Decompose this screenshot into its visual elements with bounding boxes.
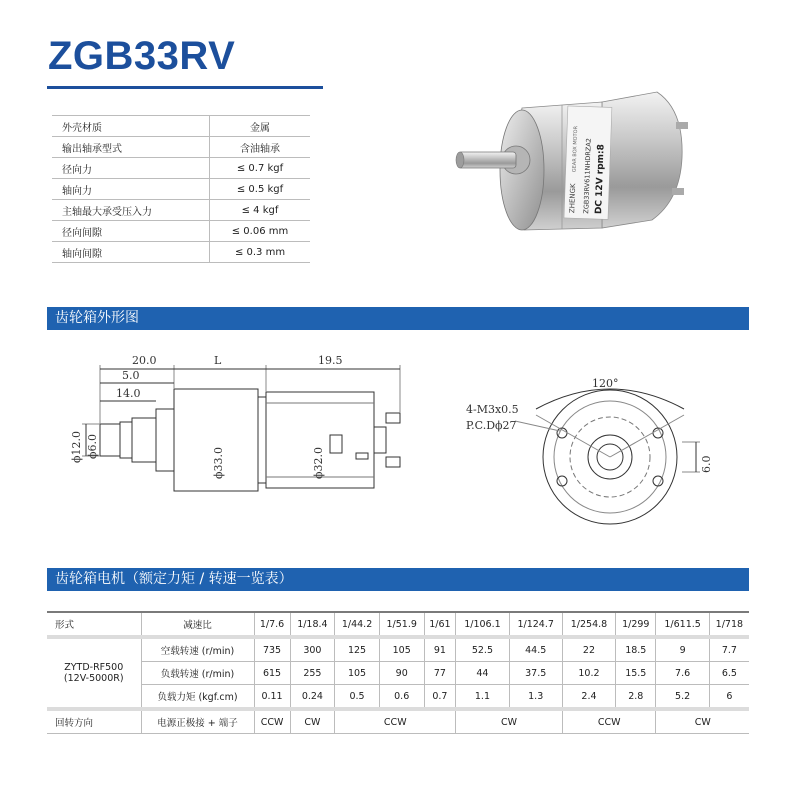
rotation-direction: CCW <box>335 709 456 734</box>
rotation-direction: CW <box>656 709 749 734</box>
table-cell: 6 <box>709 685 749 710</box>
table-cell: 37.5 <box>509 662 562 685</box>
ratio-header: 1/254.8 <box>562 612 615 637</box>
spec-label: 主轴最大承受压入力 <box>52 200 210 221</box>
spec-table <box>52 115 310 263</box>
table-cell: 0.5 <box>335 685 380 710</box>
dim-5: 5.0 <box>122 369 140 382</box>
ratio-header: 1/299 <box>616 612 656 637</box>
ratio-header: 1/106.1 <box>456 612 509 637</box>
dim-flat: 6.0 <box>700 455 713 473</box>
table-cell: 15.5 <box>616 662 656 685</box>
spec-row <box>52 137 310 158</box>
table-cell: 44.5 <box>509 637 562 662</box>
dimension-drawing <box>60 345 713 555</box>
table-cell: 615 <box>254 662 290 685</box>
row-label: 空载转速 (r/min) <box>141 637 254 662</box>
dim-19-5: 19.5 <box>318 354 343 367</box>
table-cell: 0.6 <box>379 685 424 710</box>
dim-d12: ϕ12.0 <box>70 431 83 463</box>
table-cell: 6.5 <box>709 662 749 685</box>
table-cell: 52.5 <box>456 637 509 662</box>
spec-label: 轴向间隙 <box>52 242 210 263</box>
spec-label: 轴向力 <box>52 179 210 200</box>
spec-value: ≤ 4 kgf <box>210 200 311 221</box>
dim-d6: ϕ6.0 <box>86 434 99 459</box>
rotation-sublabel: 电源正极接 + 端子 <box>141 709 254 734</box>
row-label: 负载转速 (r/min) <box>141 662 254 685</box>
dim-l: L <box>214 354 222 367</box>
spec-label: 外壳材质 <box>52 116 210 137</box>
rotation-row <box>47 709 749 734</box>
table-cell: 7.6 <box>656 662 709 685</box>
ratio-header: 1/51.9 <box>379 612 424 637</box>
ratio-header: 1/7.6 <box>254 612 290 637</box>
dim-d33: ϕ33.0 <box>212 447 225 479</box>
section-header-drawing: 齿轮箱外形图 <box>47 307 749 330</box>
spec-value: ≤ 0.3 mm <box>210 242 311 263</box>
dim-14: 14.0 <box>116 387 141 400</box>
spec-row <box>52 179 310 200</box>
label-model: ZGB33RV611NHDRZA2 <box>582 137 593 214</box>
table-cell: 10.2 <box>562 662 615 685</box>
table-row <box>47 662 749 685</box>
spec-row <box>52 200 310 221</box>
rotation-direction: CW <box>290 709 335 734</box>
spec-value: 含油轴承 <box>210 137 311 158</box>
dim-pcd: P.C.Dϕ27 <box>466 419 517 432</box>
table-cell: 1.1 <box>456 685 509 710</box>
dim-20: 20.0 <box>132 354 157 367</box>
table-cell: 105 <box>379 637 424 662</box>
table-cell: 2.4 <box>562 685 615 710</box>
spec-row <box>52 221 310 242</box>
table-header-row <box>47 612 749 637</box>
dim-holes: 4-M3x0.5 <box>466 403 519 416</box>
table-cell: 7.7 <box>709 637 749 662</box>
spec-value: ≤ 0.7 kgf <box>210 158 311 179</box>
spec-label: 径向力 <box>52 158 210 179</box>
label-sub: GEAR BOX MOTOR <box>571 125 580 173</box>
ratio-header: 1/124.7 <box>509 612 562 637</box>
col-ratio-header: 减速比 <box>141 612 254 637</box>
table-cell: 90 <box>379 662 424 685</box>
table-cell: 91 <box>424 637 456 662</box>
table-cell: 77 <box>424 662 456 685</box>
spec-label: 径向间隙 <box>52 221 210 242</box>
model-name: ZYTD-RF500 <box>64 662 124 673</box>
table-cell: 255 <box>290 662 335 685</box>
table-cell: 0.7 <box>424 685 456 710</box>
table-cell: 5.2 <box>656 685 709 710</box>
table-row <box>47 685 749 710</box>
rotation-direction: CW <box>456 709 563 734</box>
table-cell: 125 <box>335 637 380 662</box>
col-type-header: 形式 <box>47 612 141 637</box>
ratio-header: 1/61 <box>424 612 456 637</box>
dim-d32: ϕ32.0 <box>312 447 325 479</box>
title-underline <box>47 86 323 89</box>
table-cell: 9 <box>656 637 709 662</box>
ratio-header: 1/44.2 <box>335 612 380 637</box>
table-cell: 1.3 <box>509 685 562 710</box>
rotation-direction: CCW <box>562 709 656 734</box>
spec-value: ≤ 0.06 mm <box>210 221 311 242</box>
table-cell: 18.5 <box>616 637 656 662</box>
spec-label: 输出轴承型式 <box>52 137 210 158</box>
performance-table <box>47 611 749 734</box>
table-cell: 0.24 <box>290 685 335 710</box>
ratio-header: 1/611.5 <box>656 612 709 637</box>
dim-angle: 120° <box>592 377 619 390</box>
label-brand: ZHENGK <box>568 183 578 214</box>
page-title: ZGB33RV <box>48 34 236 78</box>
section-header-table: 齿轮箱电机（额定力矩 / 转速一览表） <box>47 568 749 591</box>
model-cell <box>47 637 141 709</box>
table-cell: 2.8 <box>616 685 656 710</box>
table-cell: 735 <box>254 637 290 662</box>
rotation-direction: CCW <box>254 709 290 734</box>
table-cell: 105 <box>335 662 380 685</box>
ratio-header: 1/718 <box>709 612 749 637</box>
ratio-header: 1/18.4 <box>290 612 335 637</box>
spec-row <box>52 242 310 263</box>
table-row <box>47 637 749 662</box>
gear-motor-photo <box>452 80 712 250</box>
table-cell: 22 <box>562 637 615 662</box>
model-spec: (12V-5000R) <box>63 673 124 684</box>
spec-row <box>52 116 310 137</box>
table-cell: 44 <box>456 662 509 685</box>
row-label: 负载力矩 (kgf.cm) <box>141 685 254 710</box>
spec-row <box>52 158 310 179</box>
spec-value: 金属 <box>210 116 311 137</box>
table-cell: 0.11 <box>254 685 290 710</box>
spec-value: ≤ 0.5 kgf <box>210 179 311 200</box>
table-cell: 300 <box>290 637 335 662</box>
rotation-label: 回转方向 <box>47 709 141 734</box>
label-spec: DC 12V rpm:8 <box>594 143 607 215</box>
